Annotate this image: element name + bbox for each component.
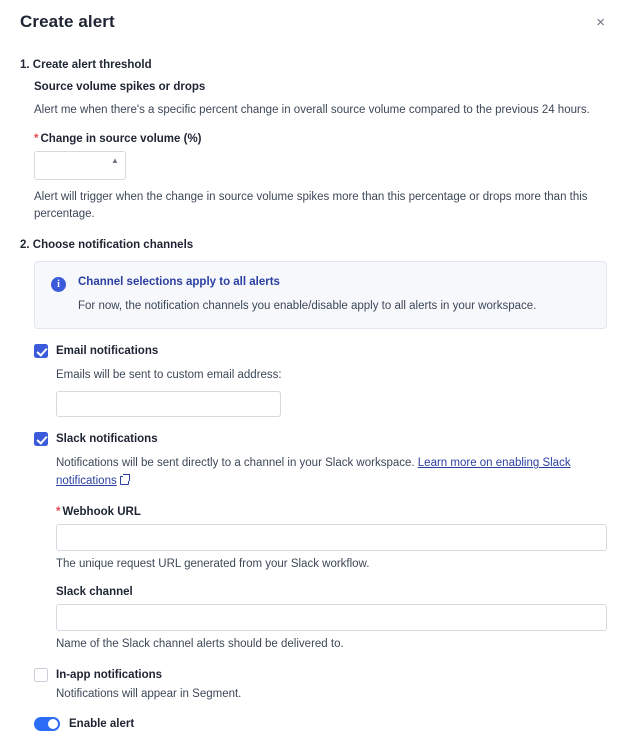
email-sub-text: Emails will be sent to custom email address: (56, 369, 282, 382)
info-banner-title: Channel selections apply to all alerts (78, 276, 280, 289)
change-volume-field-wrap (34, 151, 126, 180)
info-icon: i (51, 277, 66, 292)
close-icon[interactable]: × (596, 14, 605, 31)
webhook-required-marker: * (56, 505, 61, 518)
slack-channel-field (56, 586, 607, 650)
webhook-url-note: The unique request URL generated from your Slack workflow. (56, 557, 370, 570)
slack-sub-text-lead: Notifications will be sent directly to a channel in your Slack workspace. (56, 457, 418, 470)
section-2-heading: 2. Choose notification channels (20, 239, 194, 252)
webhook-url-input[interactable] (56, 524, 607, 551)
required-marker: * (34, 132, 39, 145)
enable-alert-label: Enable alert (69, 718, 135, 731)
inapp-sub-text: Notifications will appear in Segment. (56, 687, 242, 700)
change-volume-label-text: Change in source volume (%) (40, 132, 202, 145)
external-link-icon (120, 476, 129, 485)
email-notifications-checkbox[interactable] (34, 344, 48, 358)
slack-channel-note: Name of the Slack channel alerts should be delivered to. (56, 637, 344, 650)
enable-alert-row[interactable] (34, 717, 607, 731)
enable-alert-toggle[interactable] (34, 717, 60, 731)
inapp-notifications-body (56, 686, 607, 703)
slack-notifications-label: Slack notifications (56, 433, 158, 446)
slack-notifications-row[interactable] (34, 432, 607, 446)
slack-channel-label: Slack channel (56, 585, 133, 598)
channel-info-banner (34, 261, 607, 329)
slack-learn-more-link[interactable]: Learn more on enabling Slack notifications (56, 457, 571, 487)
slack-notifications-checkbox[interactable] (34, 432, 48, 446)
inapp-notifications-label: In-app notifications (56, 668, 163, 681)
threshold-helper-text: Alert will trigger when the change in source volume spikes more than this percentage or drops more than this percentage. (34, 190, 588, 220)
inapp-notifications-checkbox[interactable] (34, 668, 48, 682)
email-notifications-body (56, 367, 607, 417)
threshold-subheading: Source volume spikes or drops (34, 81, 206, 93)
toggle-knob (48, 719, 58, 729)
webhook-url-label (56, 506, 607, 518)
webhook-url-field (56, 506, 607, 570)
page-title: Create alert (20, 12, 115, 31)
stepper-up-icon[interactable]: ▲ (111, 155, 119, 165)
email-notifications-row[interactable] (34, 344, 607, 358)
email-notifications-label: Email notifications (56, 345, 159, 358)
email-address-input[interactable] (56, 391, 281, 417)
inapp-notifications-row[interactable] (34, 668, 607, 682)
webhook-url-label-text: Webhook URL (62, 505, 141, 518)
modal-header (20, 0, 607, 43)
slack-channel-input[interactable] (56, 604, 607, 631)
slack-notifications-body (56, 455, 607, 650)
section-1-heading: 1. Create alert threshold (20, 59, 152, 71)
slack-sub-text (56, 455, 607, 490)
threshold-description: Alert me when there's a specific percent change in overall source volume compared to the previous 24 hours. (34, 104, 590, 116)
change-volume-label (34, 133, 607, 145)
info-banner-text: For now, the notification channels you enable/disable apply to all alerts in your workspace. (78, 300, 537, 313)
